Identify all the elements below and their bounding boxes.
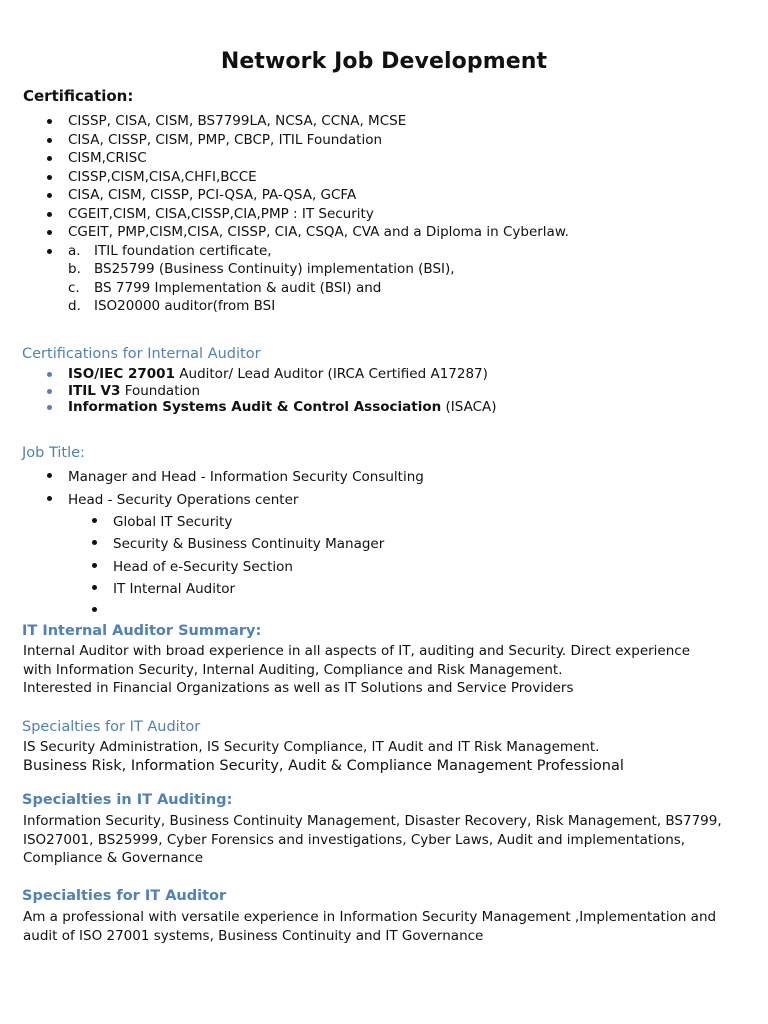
specialties-line: Information Security, Business Continuity Management, Disaster Recovery, Risk Management, BS7799, <box>23 813 722 829</box>
summary-text <box>23 642 748 698</box>
specialties-text <box>23 738 748 775</box>
certification-list <box>68 112 569 316</box>
internal-auditor-certs-heading: Certifications for Internal Auditor <box>22 346 261 362</box>
specialties-line: ISO27001, BS25999, Cyber Forensics and investigations, Cyber Laws, Audit and implementations, <box>23 831 686 848</box>
specialties-heading: Specialties for IT Auditor <box>22 719 201 735</box>
specialties-line: IS Security Administration, IS Security Compliance, IT Audit and IT Risk Management. <box>23 739 600 755</box>
list-item <box>68 366 497 383</box>
specialties-auditing-heading: Specialties in IT Auditing: <box>22 792 233 808</box>
item-text: Auditor/ Lead Auditor (IRCA Certified A17287) <box>174 366 488 382</box>
certification-heading: Certification: <box>23 87 134 105</box>
item-bold: Information Systems Audit & Control Association <box>68 399 442 415</box>
item-text: (ISACA) <box>441 399 497 415</box>
item-bold: ITIL V3 <box>68 382 121 399</box>
item-bold: ISO/IEC 27001 <box>68 366 175 382</box>
summary-line: Interested in Financial Organizations as well as IT Solutions and Service Providers <box>23 680 574 696</box>
list-item: CISA, CISSP, CISM, PMP, CBCP, ITIL Foundation <box>68 131 569 150</box>
list-item: CISM,CRISC <box>68 149 569 168</box>
list-item: CGEIT,CISM, CISA,CISSP,CIA,PMP : IT Security <box>68 205 569 224</box>
sub-item-text: ITIL foundation certificate, <box>94 242 272 259</box>
page-title: Network Job Development <box>220 49 548 74</box>
list-item: IT Internal Auditor <box>113 578 384 600</box>
specialties-line: Compliance & Governance <box>23 850 204 866</box>
sub-item-text: BS25799 (Business Continuity) implementation (BSI), <box>94 261 455 277</box>
specialties-auditing-text <box>23 812 748 868</box>
sub-item-letter: b. <box>68 261 81 277</box>
list-item: Head - Security Operations center <box>68 489 424 511</box>
list-item: Head of e-Security Section <box>113 556 384 578</box>
list-item <box>68 383 497 400</box>
sub-item-text: BS 7799 Implementation & audit (BSI) and <box>94 279 382 296</box>
specialties-line: Business Risk, Information Security, Audit & Compliance Management Professional <box>23 757 624 774</box>
job-title-heading: Job Title: <box>22 445 85 461</box>
list-item: CISSP, CISA, CISM, BS7799LA, NCSA, CCNA, MCSE <box>68 112 569 131</box>
summary-heading: IT Internal Auditor Summary: <box>22 623 262 639</box>
list-item <box>68 279 569 298</box>
list-item: Security & Business Continuity Manager <box>113 533 384 555</box>
list-item <box>68 260 569 279</box>
list-item: CISSP,CISM,CISA,CHFI,BCCE <box>68 168 569 187</box>
sub-item-letter: c. <box>68 279 80 296</box>
list-item: Manager and Head - Information Security Consulting <box>68 466 424 489</box>
job-title-list <box>68 466 424 511</box>
list-item: CISA, CISM, CISSP, PCI-QSA, PA-QSA, GCFA <box>68 186 569 205</box>
sub-item-letter: d. <box>68 298 81 314</box>
summary-line: Internal Auditor with broad experience in all aspects of IT, auditing and Security. Direct experience <box>23 643 691 659</box>
specialties-line: Am a professional with versatile experience in Information Security Management ,Implementation and <box>23 909 717 925</box>
job-title-nested-list <box>113 511 384 622</box>
list-item <box>113 600 384 622</box>
list-item <box>68 242 569 261</box>
specialties-text-2 <box>23 908 748 945</box>
list-item <box>68 297 569 316</box>
sub-item-letter: a. <box>68 242 81 259</box>
internal-auditor-certs-list <box>68 366 497 416</box>
specialties-line: audit of ISO 27001 systems, Business Continuity and IT Governance <box>23 927 484 944</box>
item-text: Foundation <box>120 382 201 399</box>
list-item <box>68 399 497 416</box>
list-item: Global IT Security <box>113 511 384 533</box>
list-item: CGEIT, PMP,CISM,CISA, CISSP, CIA, CSQA, CVA and a Diploma in Cyberlaw. <box>68 224 569 240</box>
specialties-heading-2: Specialties for IT Auditor <box>22 888 227 904</box>
sub-item-text: ISO20000 auditor(from BSI <box>94 298 276 314</box>
summary-line: with Information Security, Internal Auditing, Compliance and Risk Management. <box>23 661 563 678</box>
